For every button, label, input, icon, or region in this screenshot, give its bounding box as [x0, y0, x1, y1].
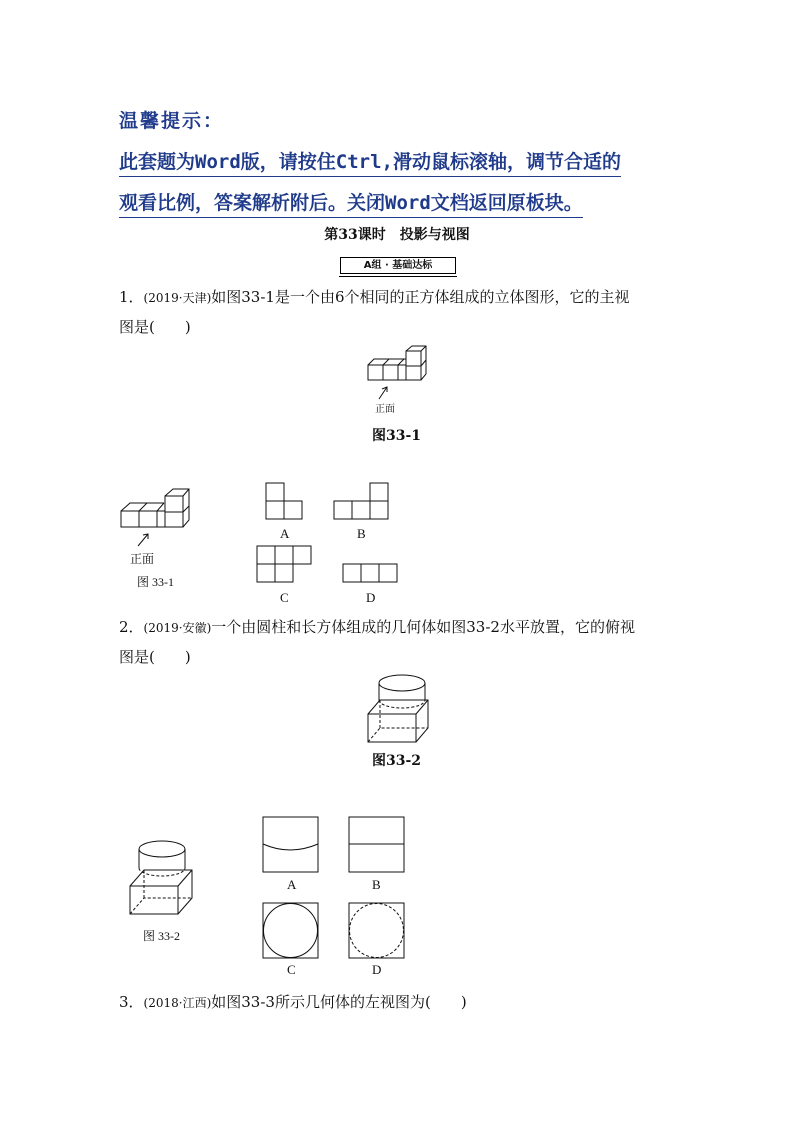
tip-line-1: 此套题为Word版，请按住Ctrl,滑动鼠标滚轴，调节合适的	[119, 147, 621, 177]
q2-figure-small	[126, 838, 196, 918]
q1-text: 如图33-1是一个由6个相同的正方体组成的立体图形，它的主视	[211, 288, 630, 306]
q2-option-b-label[interactable]: B	[372, 877, 381, 892]
q1-number: 1．	[119, 288, 144, 306]
q2-option-a-figure	[262, 816, 320, 874]
q2-option-d-figure	[348, 902, 406, 960]
q1-source: (2019·天津)	[143, 291, 212, 305]
q3-line-1	[119, 987, 467, 1018]
q2-source: (2019·安徽)	[143, 621, 212, 635]
q1-option-d-label[interactable]: D	[366, 590, 376, 605]
q1-option-d-figure	[342, 563, 402, 585]
q1-option-a-label[interactable]: A	[280, 526, 290, 541]
q2-line-2: 图是( )	[119, 648, 191, 666]
q1-option-c-figure	[256, 545, 316, 585]
q2-option-c-figure	[262, 902, 320, 960]
q2-text: 一个由圆柱和长方体组成的几何体如图33-2水平放置，它的俯视	[211, 618, 635, 636]
tip-title: 温馨提示：	[119, 110, 225, 132]
q2-option-b-figure	[348, 816, 406, 874]
q1-line-2: 图是( )	[119, 318, 191, 336]
q1-figure-caption: 图33-1	[372, 428, 422, 444]
q2-line-1	[119, 612, 635, 643]
q1-figure-small	[118, 486, 198, 546]
lesson-title: 第33课时 投影与视图	[324, 227, 470, 243]
q2-small-caption: 图 33-2	[143, 929, 180, 943]
q1-option-b-label[interactable]: B	[357, 526, 366, 541]
q1-front-label-main: 正面	[375, 404, 395, 415]
q2-number: 2．	[119, 618, 144, 636]
q2-option-a-label[interactable]: A	[287, 877, 297, 892]
q3-source: (2018·江西)	[143, 996, 212, 1010]
q1-option-b-figure	[333, 482, 393, 522]
q2-figure-main	[366, 672, 436, 744]
q1-front-label-small: 正面	[130, 552, 155, 566]
q2-option-d-label[interactable]: D	[372, 962, 382, 977]
q1-option-a-figure	[265, 482, 305, 522]
q2-option-c-label[interactable]: C	[287, 962, 296, 977]
group-badge: A组 · 基础达标	[340, 257, 456, 274]
q1-figure-main	[360, 343, 440, 413]
q1-small-caption: 图 33-1	[137, 575, 174, 589]
q1-option-c-label[interactable]: C	[280, 590, 289, 605]
tip-line-2: 观看比例，答案解析附后。关闭Word文档返回原板块。	[119, 188, 583, 218]
q1-line-1	[119, 282, 630, 313]
q3-number: 3．	[119, 993, 144, 1011]
q2-figure-caption: 图33-2	[372, 753, 422, 769]
q3-text: 如图33-3所示几何体的左视图为( )	[211, 993, 467, 1011]
